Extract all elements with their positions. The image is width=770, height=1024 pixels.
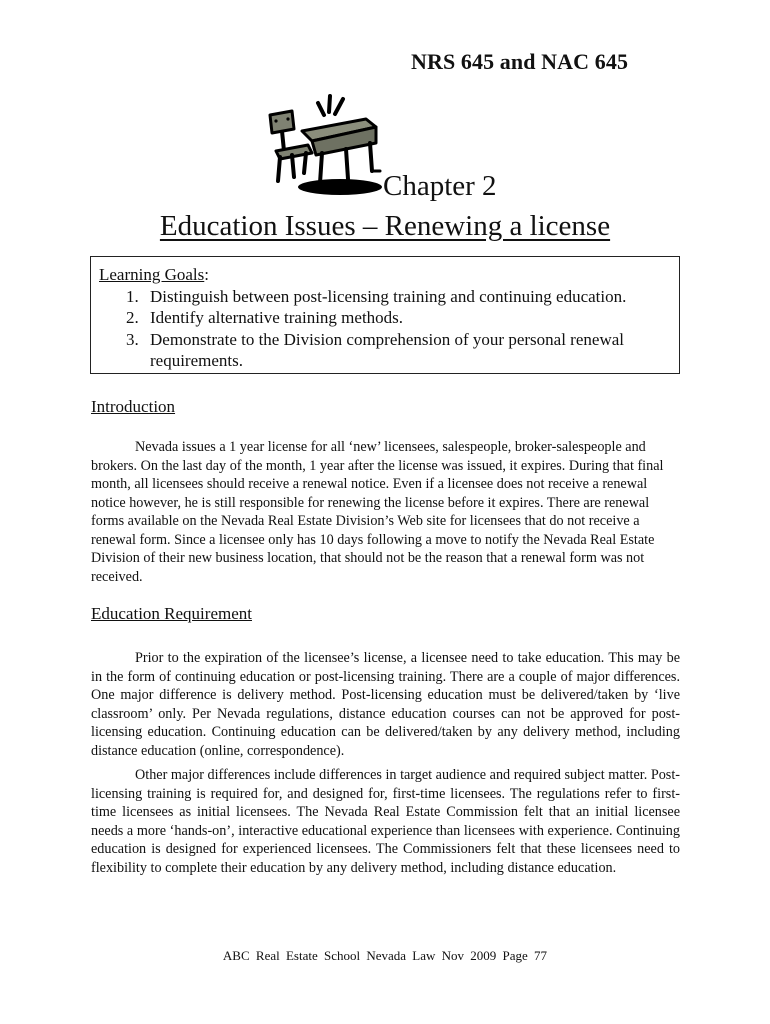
school-desk-icon xyxy=(262,93,392,197)
learning-goal-item: 1. Distinguish between post-licensing training and continuing education. xyxy=(126,286,627,306)
chapter-title: Education Issues – Renewing a license xyxy=(159,210,611,242)
learning-goals-heading: Learning Goals: xyxy=(99,265,210,284)
education-requirement-heading: Education Requirement xyxy=(91,604,252,623)
education-requirement-paragraph-2: Other major differences include differences in target audience and required subject matter. Post-licensing training is required for, and designed for, first-time licensees. The regulations refer to first-time licensees as initial licensees. The Nevada Real Estate Commission felt that an initial licensee needs a more ‘hands-on’, interactive educational experience than licensees with experience. Continuing education is designed for experienced licensees. The Commissioners felt that these licensees need to flexibility to complete their education by any delivery method, including distance education. xyxy=(91,767,680,876)
page-footer: ABC Real Estate School Nevada Law Nov 2009 Page 77 xyxy=(222,948,548,963)
introduction-heading: Introduction xyxy=(91,397,176,416)
learning-goal-item: 3. Demonstrate to the Division comprehension of your personal renewal requirements. xyxy=(126,329,624,370)
introduction-paragraph: Nevada issues a 1 year license for all ‘new’ licensees, salespeople, broker-salespeople and brokers. On the last day of the month, 1 year after the license was issued, it expires. During that final month, all licensees should receive a renewal notice. Even if a licensee does not receive a renewal notice however, he is still responsible for renewing the license before it expires. There are renewal forms available on the Nevada Real Estate Division’s Web site for licensees that do not receive a renewal form. Since a licensee only has 10 days following a move to notify the Nevada Real Estate Division of their new business location, that should not be the reason that a renewal form was not received. xyxy=(91,439,664,585)
education-requirement-paragraph-1: Prior to the expiration of the licensee’s license, a licensee need to take education. This may be in the form of continuing education or post-licensing training. There are a couple of major differences. One major difference is delivery method. Post-licensing education must be delivered/taken by ‘live classroom’ only. Per Nevada regulations, distance education courses can not be approved for post-licensing education. Continuing education can be delivered/taken by any delivery method, including distance education (online, correspondence). xyxy=(91,650,680,759)
learning-goals-list xyxy=(99,286,671,372)
learning-goals-box xyxy=(90,256,680,374)
learning-goal-item: 2. Identify alternative training methods. xyxy=(126,308,404,327)
chapter-number: Chapter 2 xyxy=(383,170,497,202)
header-code: NRS 645 and NAC 645 xyxy=(411,49,629,74)
